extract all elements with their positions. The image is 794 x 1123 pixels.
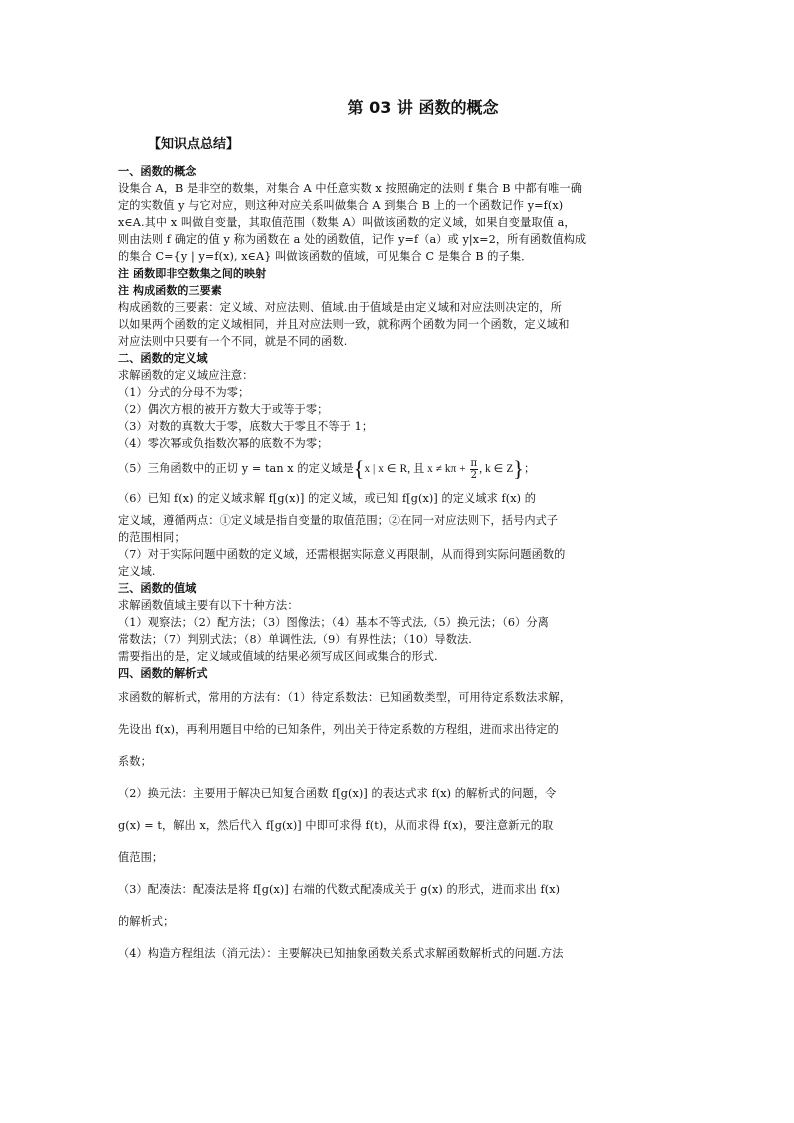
- fraction-denominator: 2: [470, 469, 478, 481]
- paragraph-line: 构成函数的三要素：定义域、对应法则、值域.由于值域是由定义域和对应法则决定的，所: [118, 301, 562, 314]
- list-item: （7）对于实际问题中函数的定义域，还需根据实际意义再限制，从而得到实际问题函数的: [118, 548, 566, 561]
- paragraph-line: g(x) = t，解出 x，然后代入 f[g(x)] 中即可求得 f(t)，从而求得 f(x)，要注意新元的取: [118, 819, 554, 832]
- paragraph-line: 的解析式；: [118, 915, 175, 928]
- section-domain: [118, 350, 678, 580]
- brace-open: {: [353, 456, 365, 481]
- paragraph-line: （2）换元法：主要用于解决已知复合函数 f[g(x)] 的表达式求 f(x) 的解析式的问题，令: [118, 787, 557, 800]
- note-line: 注 构成函数的三要素: [118, 284, 222, 297]
- section-title: 一、函数的概念: [118, 165, 197, 178]
- paragraph-line: 定义域.: [118, 565, 156, 578]
- paragraph-line: 则由法则 f 确定的值 y 称为函数在 a 处的函数值，记作 y=f（a）或 y|x=2，所有函数值构成: [118, 233, 587, 246]
- paragraph-line: 的集合 C={y | y=f(x), x∈A} 叫做该函数的值域，可见集合 C 是集合 B 的子集．: [118, 250, 533, 263]
- paragraph-line: 的范围相同；: [118, 531, 186, 544]
- note-line: 注 函数即非空数集之间的映射: [118, 267, 267, 280]
- list-item-tangent-domain: [118, 452, 678, 486]
- section-function-concept: [118, 163, 678, 350]
- paragraph-line: 常数法；（7）判别式法；（8）单调性法,（9）有界性法；（10）导数法.: [118, 633, 472, 646]
- paragraph-line: （1）观察法；（2）配方法；（3）图像法；（4）基本不等式法,（5）换元法；（6）分离: [118, 616, 549, 629]
- paragraph-line: 先设出 f(x)，再利用题目中给的已知条件，列出关于待定系数的方程组，进而求出待定的: [118, 723, 559, 736]
- paragraph-line: （4）构造方程组法（消元法）：主要解决已知抽象函数关系式求解函数解析式的问题.方法: [118, 947, 564, 960]
- section-heading-knowledge-summary: 【知识点总结】: [148, 137, 240, 152]
- document-page: [118, 95, 678, 970]
- paragraph-line: 对应法则中只要有一个不同，就是不同的函数.: [118, 335, 348, 348]
- fraction: [470, 458, 479, 481]
- section-analytic-expression: [118, 665, 678, 970]
- paragraph-line: 定的实数值 y 与它对应，则这种对应关系叫做集合 A 到集合 B 上的一个函数记作 y=f(x): [118, 199, 564, 212]
- section-title: 三、函数的值域: [118, 582, 197, 595]
- section-title: 二、函数的定义域: [118, 352, 208, 365]
- paragraph-line: 求解函数的定义域应注意：: [118, 369, 254, 382]
- formula-end: ；: [523, 462, 536, 475]
- formula-tail: , k ∈ Z: [479, 463, 514, 475]
- list-item: （3）对数的真数大于零，底数大于零且不等于 1；: [118, 420, 374, 433]
- section-range: [118, 580, 678, 665]
- formula-prefix: （5）三角函数中的正切 y = tan x 的定义域是: [118, 462, 354, 475]
- paragraph-line: 系数；: [118, 755, 152, 768]
- list-item: （1）分式的分母不为零；: [118, 386, 250, 399]
- paragraph-line: 设集合 A，B 是非空的数集，对集合 A 中任意实数 x 按照确定的法则 f 集合 B 中都有唯一确: [118, 182, 582, 195]
- page-title: 第 03 讲 函数的概念: [347, 98, 499, 117]
- paragraph-line: 值范围；: [118, 851, 164, 864]
- list-item: （4）零次幂或负指数次幂的底数不为零；: [118, 437, 329, 450]
- paragraph-line: 求解函数值域主要有以下十种方法：: [118, 599, 299, 612]
- paragraph-line: 以如果两个函数的定义域相同，并且对应法则一致，就称两个函数为同一个函数，定义域和: [118, 318, 570, 331]
- list-item: （2）偶次方根的被开方数大于或等于零；: [118, 403, 329, 416]
- brace-close: }: [513, 456, 524, 481]
- paragraph-line: x∈A.其中 x 叫做自变量，其取值范围（数集 A）叫做该函数的定义域，如果自变量取值 a，: [118, 216, 576, 229]
- list-item: （6）已知 f(x) 的定义域求解 f[g(x)] 的定义域，或已知 f[g(x)] 的定义域求 f(x) 的: [118, 492, 537, 505]
- fraction-numerator: π: [470, 457, 478, 469]
- paragraph-line: 需要指出的是，定义域或值域的结果必须写成区间或集合的形式.: [118, 650, 438, 663]
- paragraph-line: 定义域，遵循两点：①定义域是指自变量的取值范围；②在同一对应法则下，括号内式子: [118, 514, 559, 527]
- section-title: 四、函数的解析式: [118, 667, 208, 680]
- formula-set: x | x ∈ R, 且 x ≠ kπ +: [364, 463, 469, 475]
- paragraph-line: （3）配凑法：配凑法是将 f[g(x)] 右端的代数式配凑成关于 g(x) 的形式，进而求出 f(x): [118, 883, 561, 896]
- paragraph-line: 求函数的解析式，常用的方法有：（1）待定系数法：已知函数类型，可用待定系数法求解，: [118, 691, 572, 704]
